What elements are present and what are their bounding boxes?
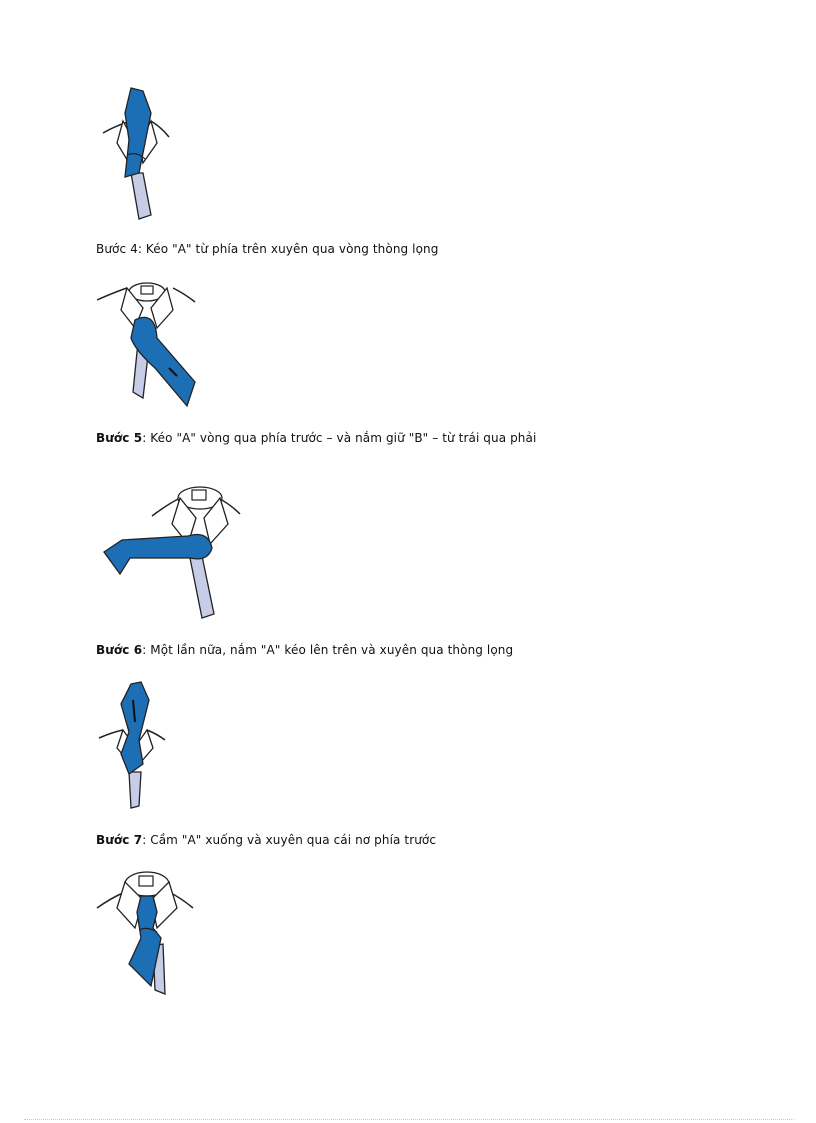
- step-6-label: Bước 6: [96, 643, 143, 657]
- tie-step-7-illustration: [95, 680, 175, 812]
- step-6-text: : Một lần nữa, nắm "A" kéo lên trên và xuyên qua thòng lọng: [142, 643, 514, 657]
- step-4-text: : Kéo "A" từ phía trên xuyên qua vòng thòng lọng: [137, 242, 439, 256]
- step-5-text: : Kéo "A" vòng qua phía trước – và nắm giữ "B" – từ trái qua phải: [142, 431, 537, 445]
- step-4-label: Bước 4: [96, 242, 138, 256]
- step-7-text: : Cầm "A" xuống và xuyên qua cái nơ phía trước: [142, 833, 437, 847]
- step-7-caption: [96, 832, 436, 848]
- tie-step-4-illustration: [95, 85, 175, 220]
- step-6-caption: [96, 642, 513, 658]
- step-7-label: Bước 7: [96, 833, 143, 847]
- step-5-caption: [96, 430, 536, 446]
- page-bottom-divider: [24, 1119, 794, 1120]
- tie-final-knot-illustration: [95, 868, 200, 1000]
- tie-step-5-illustration: [95, 280, 205, 410]
- step-4-caption: [96, 241, 438, 257]
- tie-step-6-illustration: [100, 478, 250, 623]
- step-5-label: Bước 5: [96, 431, 143, 445]
